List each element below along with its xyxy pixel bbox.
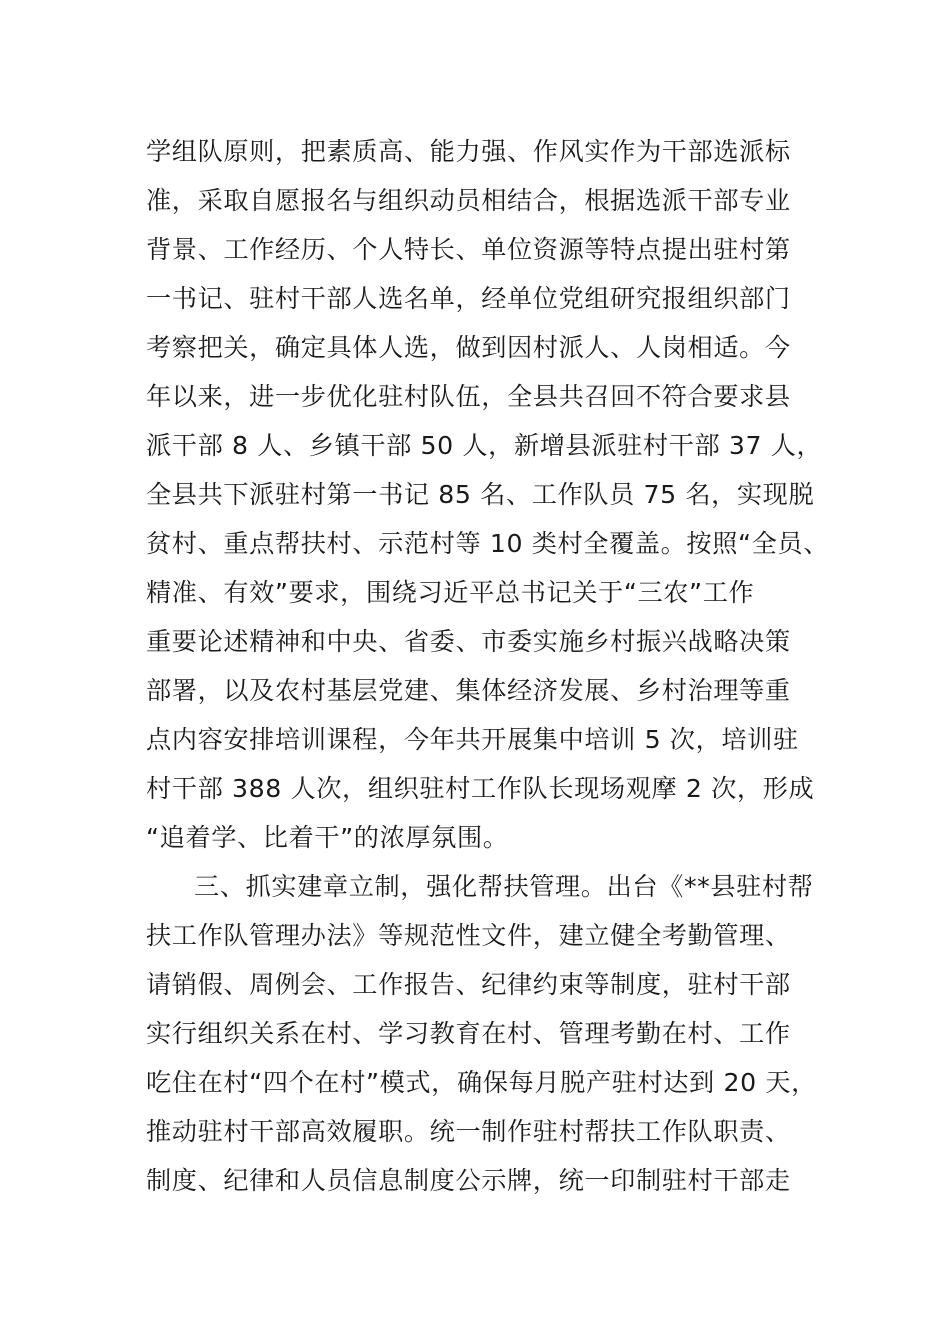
text-line: 点内容安排培训课程，今年共开展集中培训 5 次，培训驻 bbox=[146, 725, 799, 754]
text-line: 一书记、驻村干部人选名单，经单位党组研究报组织部门 bbox=[146, 284, 791, 313]
text-line: 精准、有效”要求，围绕习近平总书记关于“三农”工作 bbox=[146, 578, 755, 607]
text-line: 部署，以及农村基层党建、集体经济发展、乡村治理等重 bbox=[146, 676, 791, 705]
text-line: 学组队原则，把素质高、能力强、作风实作为干部选派标 bbox=[146, 137, 791, 166]
text-line: 年以来，进一步优化驻村队伍，全县共召回不符合要求县 bbox=[146, 382, 791, 411]
text-line: 贫村、重点帮扶村、示范村等 10 类村全覆盖。按照“全员、 bbox=[146, 529, 830, 558]
section-heading-line: 三、抓实建章立制，强化帮扶管理。出台《**县驻村帮 bbox=[194, 872, 814, 901]
text-line: 推动驻村干部高效履职。统一制作驻村帮扶工作队职责、 bbox=[146, 1117, 791, 1146]
text-line: “追着学、比着干”的浓厚氛围。 bbox=[146, 823, 509, 852]
text-line: 实行组织关系在村、学习教育在村、管理考勤在村、工作 bbox=[146, 1019, 791, 1048]
text-line: 考察把关，确定具体人选，做到因村派人、人岗相适。今 bbox=[146, 333, 791, 362]
text-line: 重要论述精神和中央、省委、市委实施乡村振兴战略决策 bbox=[146, 627, 791, 656]
text-line: 吃住在村“四个在村”模式，确保每月脱产驻村达到 20 天， bbox=[146, 1068, 817, 1097]
text-line: 派干部 8 人、乡镇干部 50 人，新增县派驻村干部 37 人， bbox=[146, 431, 823, 460]
text-line: 全县共下派驻村第一书记 85 名、工作队员 75 名，实现脱 bbox=[146, 480, 815, 509]
text-line: 村干部 388 人次，组织驻村工作队长现场观摩 2 次，形成 bbox=[146, 774, 815, 803]
text-line: 扶工作队管理办法》等规范性文件，建立健全考勤管理、 bbox=[146, 921, 791, 950]
text-line: 请销假、周例会、工作报告、纪律约束等制度，驻村干部 bbox=[146, 970, 791, 999]
text-line: 背景、工作经历、个人特长、单位资源等特点提出驻村第 bbox=[146, 235, 791, 264]
text-line: 准，采取自愿报名与组织动员相结合，根据选派干部专业 bbox=[146, 186, 791, 215]
text-line: 制度、纪律和人员信息制度公示牌，统一印制驻村干部走 bbox=[146, 1166, 791, 1195]
